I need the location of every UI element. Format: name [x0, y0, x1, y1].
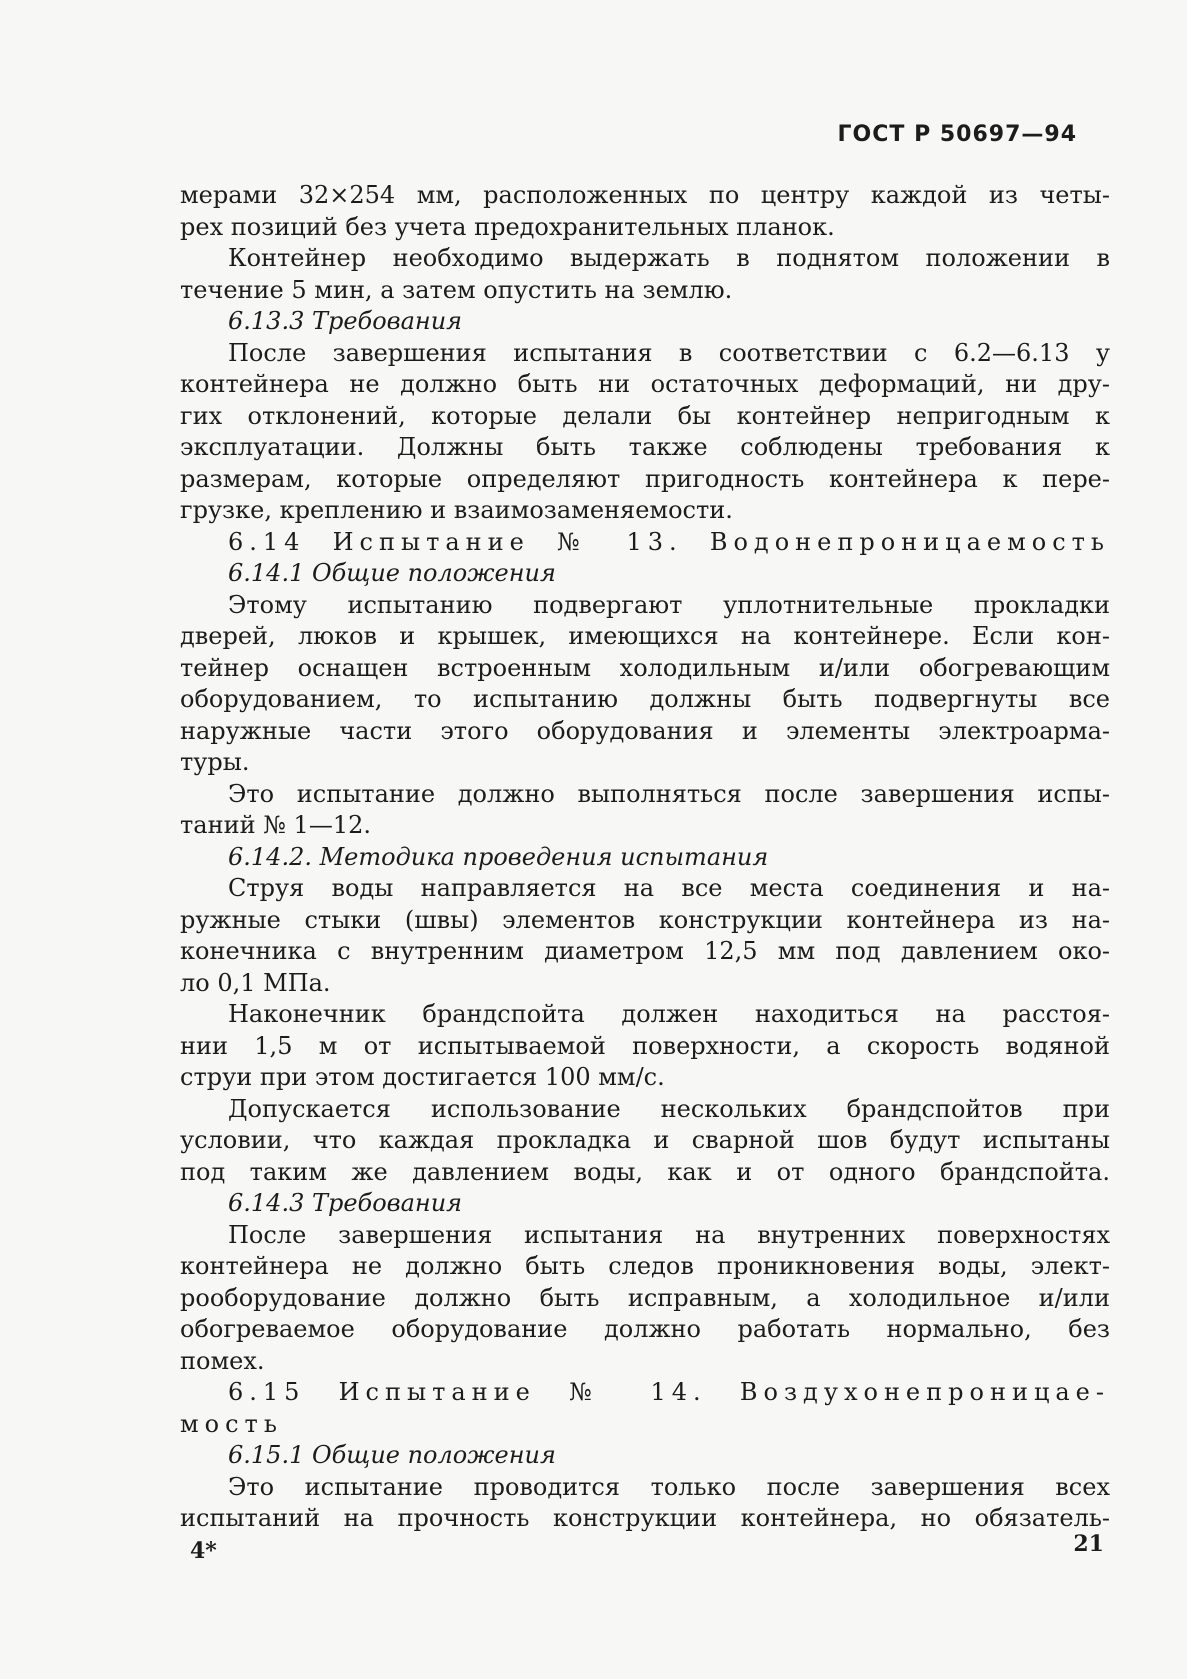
text-line: нии 1,5 м от испытываемой поверхности, а скорость водяной: [180, 1031, 1110, 1060]
sheet-mark: 4*: [190, 1538, 217, 1564]
text-line: тейнер оснащен встроенным холодильным и/или обогревающим: [180, 653, 1110, 682]
text-line: ружные стыки (швы) элементов конструкции контейнера из на-: [180, 905, 1110, 934]
body-text: [180, 180, 1110, 1535]
section-heading-6-15: 6.15 Испытание № 14. Воздухонепроницае-: [228, 1378, 1110, 1406]
section-heading-6-14-1: 6.14.1 Общие положения: [228, 559, 556, 587]
text-line: Это испытание должно выполняться после завершения испы-: [228, 779, 1110, 808]
text-line: условии, что каждая прокладка и сварной шов будут испытаны: [180, 1126, 1110, 1154]
text-line: Допускается использование нескольких брандспойтов при: [228, 1094, 1110, 1123]
section-heading-6-14: 6.14 Испытание № 13. Водонепроницаемость: [228, 527, 1110, 556]
text-line: под таким же давлением воды, как и от одного брандспойта.: [180, 1157, 1110, 1186]
text-line: Струя воды направляется на все места соединения и на-: [228, 874, 1110, 902]
text-line: мерами 32×254 мм, расположенных по центру каждой из четы-: [180, 181, 1110, 209]
text-line: оборудованием, то испытанию должны быть подвергнуты все: [180, 685, 1110, 713]
text-line: таний № 1—12.: [180, 811, 371, 839]
text-line: контейнера не должно быть следов проникновения воды, элект-: [180, 1252, 1110, 1280]
text-line: После завершения испытания в соответствии с 6.2—6.13 у: [228, 338, 1110, 367]
section-heading-6-15-1: 6.15.1 Общие положения: [228, 1441, 556, 1469]
text-line: Наконечник брандспойта должен находиться на расстоя-: [228, 1000, 1110, 1028]
text-line: испытаний на прочность конструкции контейнера, но обязатель-: [180, 1504, 1110, 1532]
text-line: гих отклонений, которые делали бы контейнер непригодным к: [180, 401, 1110, 430]
section-heading-6-13-3: 6.13.3 Требования: [228, 307, 463, 335]
section-heading-6-14-2: 6.14.2. Методика проведения испытания: [228, 842, 769, 871]
text-line: помех.: [180, 1346, 265, 1375]
text-line: грузке, креплению и взаимозаменяемости.: [180, 496, 733, 524]
text-line: ло 0,1 МПа.: [180, 968, 331, 997]
text-line: конечника с внутренним диаметром 12,5 мм под давлением око-: [180, 937, 1110, 965]
text-line: струи при этом достигается 100 мм/с.: [180, 1063, 665, 1091]
text-line: течение 5 мин, а затем опустить на землю.: [180, 275, 733, 304]
text-line: Этому испытанию подвергают уплотнительные прокладки: [228, 590, 1110, 619]
text-line: Это испытание проводится только после завершения всех: [228, 1472, 1110, 1501]
text-line: обогреваемое оборудование должно работать нормально, без: [180, 1315, 1110, 1343]
text-line: рооборудование должно быть исправным, а холодильное и/или: [180, 1283, 1110, 1312]
text-line: размерам, которые определяют пригодность контейнера к пере-: [180, 464, 1110, 493]
text-line: рех позиций без учета предохранительных планок.: [180, 212, 835, 241]
text-line: туры.: [180, 748, 250, 776]
section-heading-6-14-3: 6.14.3 Требования: [228, 1189, 463, 1217]
text-line: После завершения испытания на внутренних поверхностях: [228, 1220, 1110, 1249]
text-line: контейнера не должно быть ни остаточных деформаций, ни дру-: [180, 370, 1110, 398]
page-number: 21: [1073, 1531, 1104, 1557]
standard-header: ГОСТ Р 50697—94: [837, 122, 1077, 147]
text-line: дверей, люков и крышек, имеющихся на контейнере. Если кон-: [180, 622, 1110, 650]
text-line: эксплуатации. Должны быть также соблюдены требования к: [180, 433, 1110, 461]
text-line: мость: [180, 1409, 283, 1438]
text-line: Контейнер необходимо выдержать в поднятом положении в: [228, 244, 1110, 272]
text-line: наружные части этого оборудования и элементы электроарма-: [180, 716, 1110, 745]
